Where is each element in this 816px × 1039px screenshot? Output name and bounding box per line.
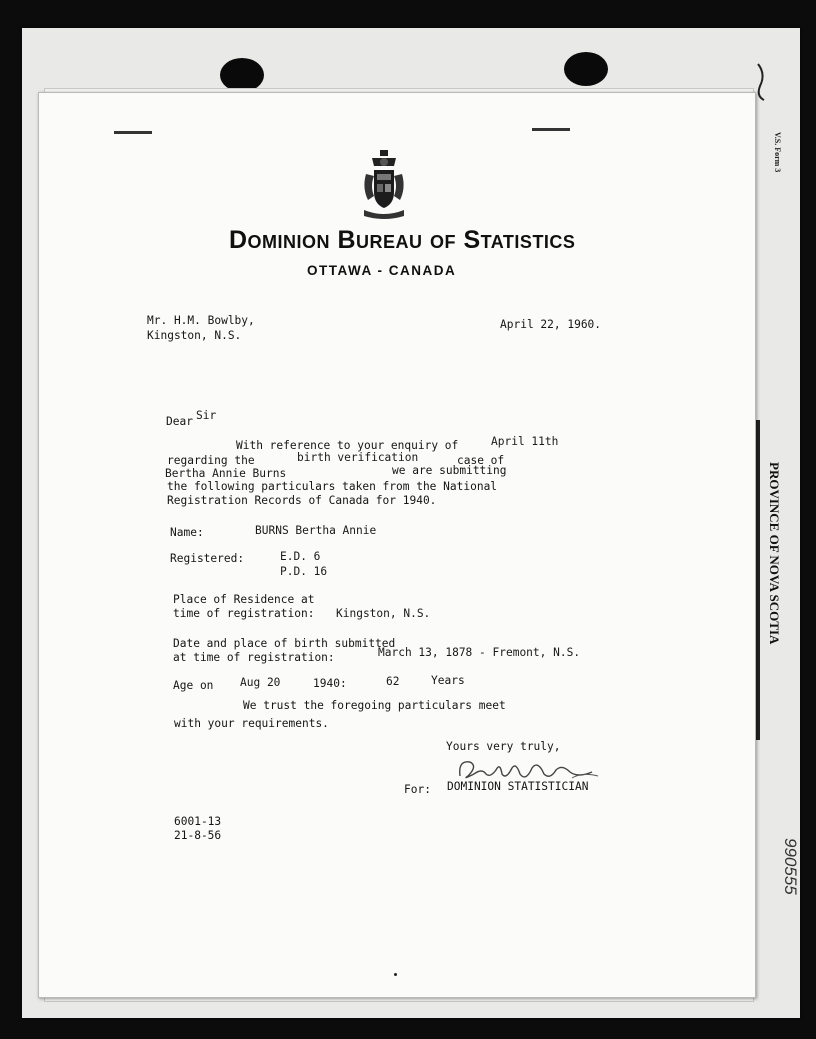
fold-mark-left <box>114 131 152 134</box>
salutation-fill: Sir <box>196 409 217 422</box>
birth-label-2: at time of registration: <box>173 651 335 664</box>
punch-hole-right <box>564 52 608 86</box>
salutation-prefix: Dear <box>166 415 193 428</box>
recipient-name: Mr. H.M. Bowlby, <box>147 314 255 327</box>
body-line-3-fill: Bertha Annie Burns <box>165 467 287 480</box>
form-code-2: 21-8-56 <box>174 829 222 842</box>
body-line-1-text: With reference to your enquiry of <box>236 439 459 452</box>
age-year: 1940: <box>313 677 347 690</box>
ed-value: E.D. 6 <box>280 550 321 563</box>
letterhead-title: Dominion Bureau of Statistics <box>229 226 576 254</box>
body-line-4: the following particulars taken from the National <box>167 480 498 493</box>
trust-line-1: We trust the foregoing particulars meet <box>243 699 506 712</box>
birth-label-1: Date and place of birth submitted <box>173 637 396 650</box>
body-line-1-fill: April 11th <box>491 435 559 448</box>
body-line-5: Registration Records of Canada for 1940. <box>167 494 437 507</box>
age-unit: Years <box>431 674 465 687</box>
trust-line-2: with your requirements. <box>174 717 329 730</box>
form-code-1: 6001-13 <box>174 815 222 828</box>
residence-label-1: Place of Residence at <box>173 593 315 606</box>
coat-of-arms-icon <box>358 148 410 224</box>
letterhead-location: OTTAWA - CANADA <box>307 263 457 278</box>
recipient-address: Kingston, N.S. <box>147 329 242 342</box>
birth-value: March 13, 1878 - Fremont, N.S. <box>378 646 581 659</box>
age-date: Aug 20 <box>240 676 281 689</box>
form-label: V.S. Form 3 <box>773 132 782 173</box>
name-value: BURNS Bertha Annie <box>255 524 377 537</box>
body-line-2-fill: birth verification <box>297 451 419 464</box>
age-label: Age on <box>173 679 214 692</box>
file-number: 990555 <box>781 838 800 895</box>
body-line-3-text: we are submitting <box>392 464 507 477</box>
closing-yours: Yours very truly, <box>446 740 561 753</box>
residence-value: Kingston, N.S. <box>336 607 431 620</box>
letter-date: April 22, 1960. <box>500 318 602 331</box>
body-line-2-text-a: regarding the <box>167 454 255 467</box>
punch-hole-left <box>220 58 264 92</box>
residence-label-2: time of registration: <box>173 607 315 620</box>
age-value: 62 <box>386 675 400 688</box>
name-label: Name: <box>170 526 204 539</box>
registered-label: Registered: <box>170 552 245 565</box>
for-label: For: <box>404 783 431 796</box>
fold-mark-right <box>532 128 570 131</box>
pd-value: P.D. 16 <box>280 565 328 578</box>
signatory-title: DOMINION STATISTICIAN <box>447 780 589 793</box>
edge-shadow <box>756 420 760 740</box>
paper-speck <box>394 973 397 976</box>
province-label: PROVINCE OF NOVA SCOTIA <box>767 462 782 645</box>
body-line-2-text-b: case of <box>457 454 505 467</box>
